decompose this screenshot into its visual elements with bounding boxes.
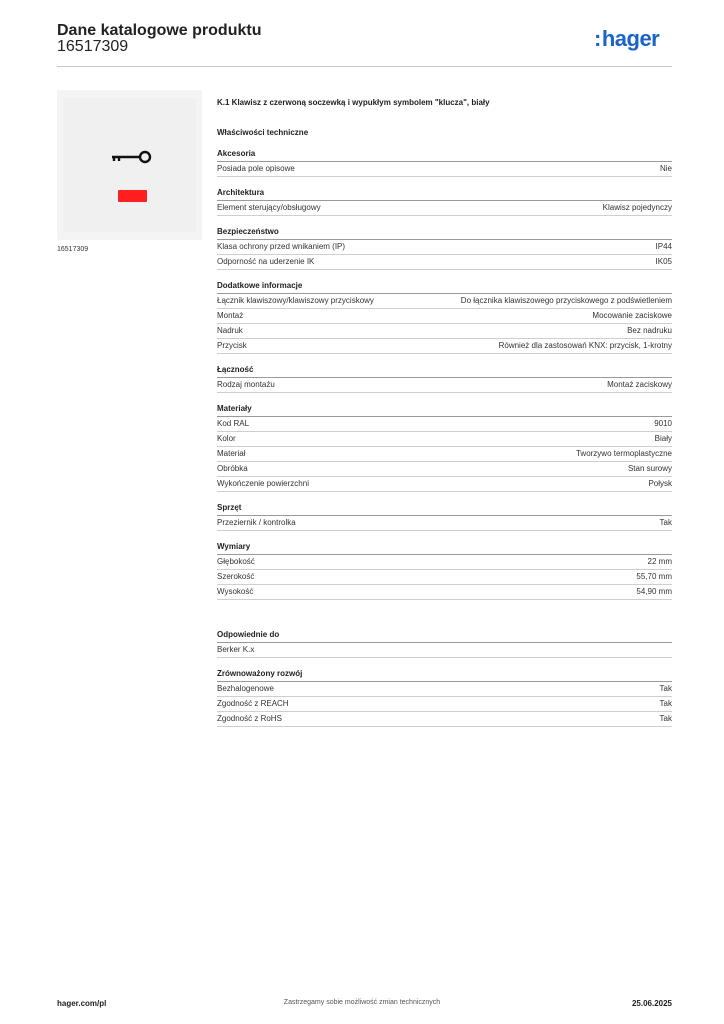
spec-value: 54,90 mm xyxy=(636,587,672,596)
spec-value: 22 mm xyxy=(647,557,672,566)
spec-row xyxy=(217,309,672,324)
extra-spec-sections xyxy=(217,630,672,727)
spec-label: Zgodność z RoHS xyxy=(217,714,282,723)
spec-label: Kod RAL xyxy=(217,419,250,428)
spec-row xyxy=(217,516,672,531)
section-title: Zrównoważony rozwój xyxy=(217,669,672,682)
section-title: Akcesoria xyxy=(217,149,672,162)
spec-value: Tak xyxy=(659,518,672,527)
spec-row xyxy=(217,585,672,600)
spec-label: Obróbka xyxy=(217,464,248,473)
section-title: Odpowiednie do xyxy=(217,630,672,643)
spec-label: Zgodność z REACH xyxy=(217,699,289,708)
spec-row xyxy=(217,294,672,309)
section-title: Sprzęt xyxy=(217,503,672,516)
spec-label: Wysokość xyxy=(217,587,254,596)
spec-value: Mocowanie zaciskowe xyxy=(592,311,672,320)
spec-value: Połysk xyxy=(648,479,672,488)
spec-value: Również dla zastosowań KNX: przycisk, 1-krotny xyxy=(498,341,672,350)
spec-sections xyxy=(217,149,672,600)
spec-value: Tak xyxy=(659,684,672,693)
spec-row xyxy=(217,417,672,432)
spec-row xyxy=(217,712,672,727)
spec-row xyxy=(217,240,672,255)
red-lens xyxy=(118,190,147,202)
spec-row xyxy=(217,555,672,570)
spec-value: IK05 xyxy=(655,257,672,266)
document-title: Dane katalogowe produktu xyxy=(57,22,262,39)
spec-row xyxy=(217,162,672,177)
spec-value: Do łącznika klawiszowego przyciskowego z podświetleniem xyxy=(460,296,672,305)
spec-row xyxy=(217,462,672,477)
spec-value: IP44 xyxy=(655,242,672,251)
properties-title: Właściwości techniczne xyxy=(217,128,309,137)
spec-section xyxy=(217,630,672,658)
spec-row xyxy=(217,477,672,492)
switch-face xyxy=(63,98,196,232)
spec-label: Głębokość xyxy=(217,557,255,566)
spec-label: Kolor xyxy=(217,434,236,443)
product-name: K.1 Klawisz z czerwoną soczewką i wypukłym symbolem "klucza", biały xyxy=(217,98,490,107)
spec-label: Materiał xyxy=(217,449,246,458)
spec-label: Nadruk xyxy=(217,326,243,335)
logo-text: hager xyxy=(601,26,660,51)
spec-label: Przycisk xyxy=(217,341,247,350)
spec-section xyxy=(217,281,672,354)
spec-label: Posiada pole opisowe xyxy=(217,164,295,173)
section-title: Dodatkowe informacje xyxy=(217,281,672,294)
spec-row xyxy=(217,570,672,585)
spec-value: 55,70 mm xyxy=(636,572,672,581)
spec-value: Biały xyxy=(654,434,672,443)
spec-value: Stan surowy xyxy=(627,464,672,473)
spec-row xyxy=(217,682,672,697)
section-title: Łączność xyxy=(217,365,672,378)
section-title: Materiały xyxy=(217,404,672,417)
spec-label: Montaż xyxy=(217,311,244,320)
spec-row xyxy=(217,643,672,658)
spec-value: Klawisz pojedynczy xyxy=(602,203,672,212)
spec-label: Wykończenie powierzchni xyxy=(217,479,309,488)
section-title: Architektura xyxy=(217,188,672,201)
spec-row xyxy=(217,697,672,712)
image-caption: 16517309 xyxy=(57,246,89,253)
spec-row xyxy=(217,339,672,354)
spec-value: Montaż zaciskowy xyxy=(607,380,672,389)
spec-value: Tworzywo termoplastyczne xyxy=(575,449,672,458)
spec-row xyxy=(217,324,672,339)
spec-label: Berker K.x xyxy=(217,645,255,654)
spec-section xyxy=(217,365,672,393)
spec-row xyxy=(217,201,672,216)
spec-section xyxy=(217,188,672,216)
spec-label: Rodzaj montażu xyxy=(217,380,275,389)
spec-section xyxy=(217,404,672,492)
spec-row xyxy=(217,255,672,270)
key-icon xyxy=(111,150,157,164)
spec-label: Odporność na uderzenie IK xyxy=(217,257,315,266)
spec-value: Nie xyxy=(659,164,672,173)
spec-label: Klasa ochrony przed wnikaniem (IP) xyxy=(217,242,346,251)
logo-colon: : xyxy=(594,26,601,51)
spec-value: Bez nadruku xyxy=(627,326,672,335)
header-divider xyxy=(57,66,672,67)
spec-value: 9010 xyxy=(654,419,672,428)
spec-row xyxy=(217,432,672,447)
spec-label: Element sterujący/obsługowy xyxy=(217,203,321,212)
footer-disclaimer: Zastrzegamy sobie możliwość zmian technicznych xyxy=(283,999,441,1006)
spec-value: Tak xyxy=(659,699,672,708)
spec-value: Tak xyxy=(659,714,672,723)
spec-label: Łącznik klawiszowy/klawiszowy przyciskowy xyxy=(217,296,374,305)
product-number: 16517309 xyxy=(57,38,129,55)
spec-label: Przeziernik / kontrolka xyxy=(217,518,296,527)
section-title: Bezpieczeństwo xyxy=(217,227,672,240)
spec-section xyxy=(217,503,672,531)
hager-logo xyxy=(594,26,659,52)
spec-label: Szerokość xyxy=(217,572,255,581)
spec-section xyxy=(217,669,672,727)
footer-website[interactable]: hager.com/pl xyxy=(57,999,107,1008)
spec-row xyxy=(217,447,672,462)
spec-section xyxy=(217,542,672,600)
footer-date: 25.06.2025 xyxy=(631,999,672,1008)
product-image xyxy=(57,90,202,240)
spec-label: Bezhalogenowe xyxy=(217,684,274,693)
section-title: Wymiary xyxy=(217,542,672,555)
specification-content xyxy=(217,98,672,738)
spec-section xyxy=(217,227,672,270)
spec-section xyxy=(217,149,672,177)
spec-row xyxy=(217,378,672,393)
